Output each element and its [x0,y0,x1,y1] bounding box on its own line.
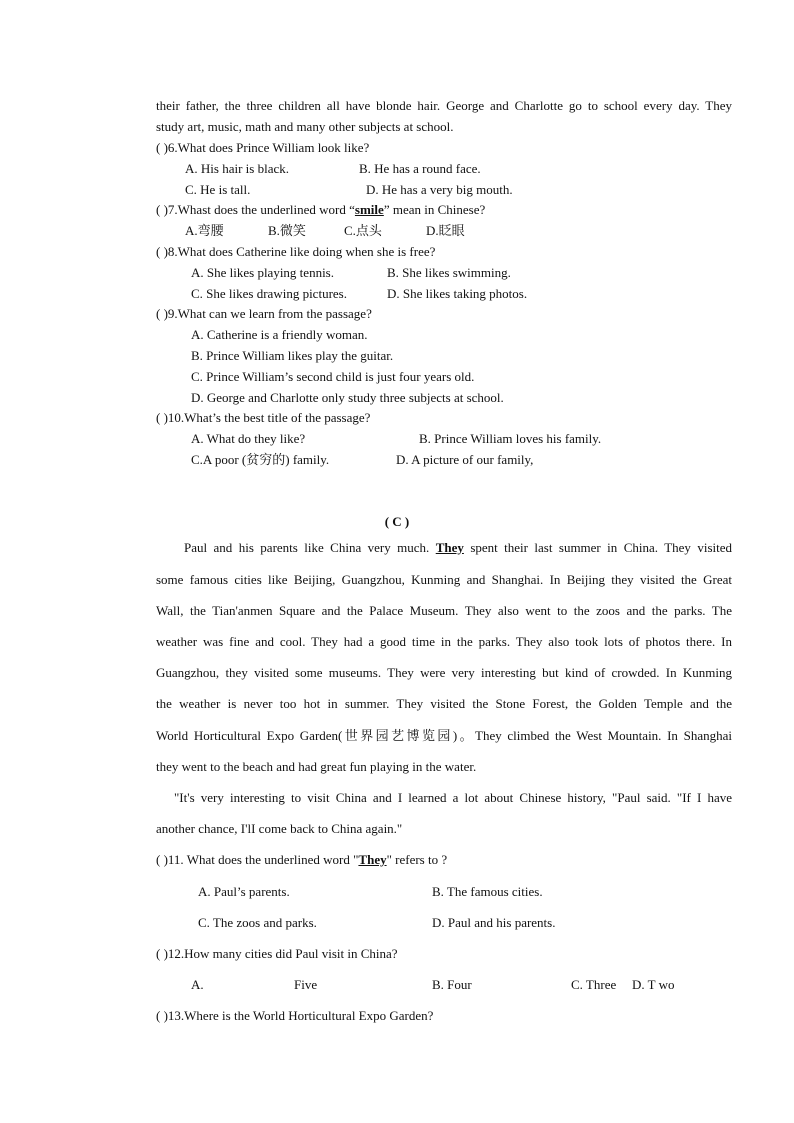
question-12-option-b: B. Four [432,977,472,992]
question-12-option-c: C. Three [571,977,617,992]
question-9-option-a: A. Catherine is a friendly woman. [191,327,368,342]
underlined-word: They [435,540,464,555]
question-13-stem: ( )13.Where is the World Horticultural Expo Garden? [156,1008,434,1023]
question-10-option-b: B. Prince William loves his family. [419,431,602,446]
question-11-option-d: D. Paul and his parents. [432,915,556,930]
question-7-stem [156,202,485,218]
question-6-option-c: C. He is tall. [185,182,251,197]
section-heading: ( C ) [384,514,410,529]
question-8-stem: ( )8.What does Catherine like doing when she is free? [156,244,436,259]
question-9-stem: ( )9.What can we learn from the passage? [156,306,372,321]
question-10-option-c: C.A poor (贫穷的) family. [191,452,330,467]
passage-text: spent their last summer in China. They visited [470,540,732,555]
question-7-option-b: B.微笑 [268,223,306,238]
question-12-option-a: A. [191,977,204,992]
question-11-option-c: C. The zoos and parks. [198,915,317,930]
question-6-option-b: B. He has a round face. [359,161,481,176]
question-11-stem-post: " refers to ? [386,852,448,867]
question-8-option-d: D. She likes taking photos. [387,286,528,301]
question-12-option-a-text: Five [294,977,318,992]
question-6-stem: ( )6.What does Prince William look like? [156,140,370,155]
question-9-option-c: C. Prince William’s second child is just four years old. [191,369,475,384]
question-11-option-b: B. The famous cities. [432,884,543,899]
underlined-word: smile [354,202,384,217]
passage-line: the weather is never too hot in summer. They visited the Stone Forest, the Golden Temple and the [156,696,732,711]
passage-line: World Horticultural Expo Garden(世界园艺博览园)。They climbed the West Mountain. In Shanghai [156,728,732,743]
passage-line: study art, music, math and many other subjects at school. [156,119,454,134]
question-7-option-a: A.弯腰 [185,223,224,238]
passage-line: weather was fine and cool. They had a good time in the parks. They also took lots of photos there. In [156,634,732,649]
passage-line: "It's very interesting to visit China and I learned a lot about Chinese history, "Paul said. "If I have [174,790,732,805]
question-9-option-b: B. Prince William likes play the guitar. [191,348,394,363]
question-12-option-d: D. T wo [632,977,675,992]
passage-line: some famous cities like Beijing, Guangzhou, Kunming and Shanghai. In Beijing they visited the Great [156,572,732,587]
question-8-option-b: B. She likes swimming. [387,265,511,280]
question-7-option-d: D.眨眼 [426,223,465,238]
question-8-option-a: A. She likes playing tennis. [191,265,334,280]
passage-line: they went to the beach and had great fun playing in the water. [156,759,477,774]
underlined-word: They [358,852,387,867]
question-7-stem-post: ” mean in Chinese? [383,202,486,217]
question-10-option-d: D. A picture of our family, [396,452,534,467]
question-12-stem: ( )12.How many cities did Paul visit in China? [156,946,398,961]
passage-line: Guangzhou, they visited some museums. They were very interesting but kind of crowded. In Kunming [156,665,732,680]
question-8-option-c: C. She likes drawing pictures. [191,286,347,301]
passage-line [184,540,732,556]
question-11-stem [156,852,447,868]
question-10-option-a: A. What do they like? [191,431,306,446]
question-9-option-d: D. George and Charlotte only study three subjects at school. [191,390,504,405]
question-6-option-d: D. He has a very big mouth. [366,182,513,197]
passage-line: Wall, the Tian'anmen Square and the Palace Museum. They also went to the zoos and the parks. The [156,603,732,618]
question-7-stem-pre: ( )7.Whast does the underlined word “ [156,202,355,217]
passage-line: another chance, I'lI come back to China again." [156,821,403,836]
passage-text: Paul and his parents like China very much. [184,540,430,555]
question-6-option-a: A. His hair is black. [185,161,289,176]
passage-line: their father, the three children all have blonde hair. George and Charlotte go to school every day. They [156,98,732,113]
question-11-option-a: A. Paul’s parents. [198,884,290,899]
question-7-option-c: C.点头 [344,223,382,238]
question-11-stem-pre: ( )11. What does the underlined word " [156,852,359,867]
question-10-stem: ( )10.What’s the best title of the passage? [156,410,371,425]
